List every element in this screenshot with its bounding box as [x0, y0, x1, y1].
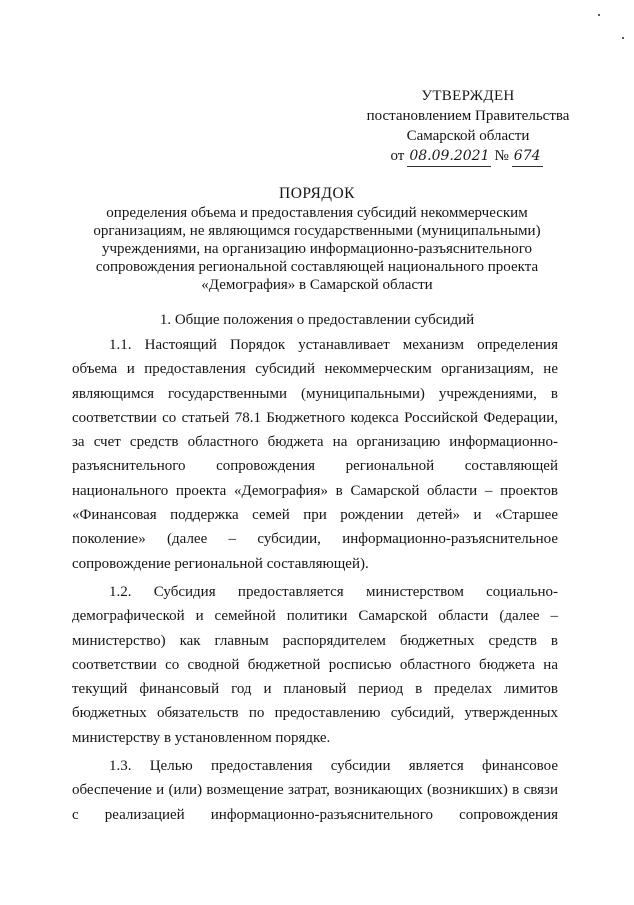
paragraph-1-1: 1.1. Настоящий Порядок устанавливает механизм определения объема и предоставления субсидий некоммерческим организациям, не являющимся государственными (муниципальными) учреждениями, в соответствии со статьей 78.1 Бюджетного кодекса Российской Федерации, за счет средств областного бюджета на организацию информационно-разъяснительного сопровождения региональной составляющей национального проекта «Демография» в Самарской области – проектов «Финансовая поддержка семей при рождении детей» и «Старшее поколение» (далее – субсидии, информационно-разъяснительное сопровождение региональной составляющей). — [72, 337, 558, 572]
scan-speck — [598, 14, 600, 16]
handwritten-date: 08.09.2021 — [407, 146, 491, 167]
approval-date-number — [362, 146, 574, 167]
approval-line-2: Самарской области — [406, 128, 530, 144]
paragraph-1-2: 1.2. Субсидия предоставляется министерством социально-демографической и семейной политики Самарской области (далее – министерство) как главным распорядителем бюджетных средств в соответствии со сводной бюджетной росписью областного бюджета на текущий финансовый год и плановый период в пределах лимитов бюджетных обязательств по предоставлению субсидий, утвержденных министерству в установленном порядке. — [72, 583, 558, 746]
subtitle-line: сопровождения региональной составляющей национального проекта — [95, 259, 539, 275]
subtitle-line: «Демография» в Самарской области — [201, 277, 433, 293]
subtitle-line: учреждениями, на организацию информационно-разъяснительного — [102, 241, 532, 257]
subtitle-line: определения объема и предоставления субсидий некоммерческим — [106, 205, 528, 221]
handwritten-number: 674 — [512, 146, 543, 167]
approval-title: УТВЕРЖДЕН — [421, 88, 515, 104]
section-title: 1. Общие положения о предоставлении субсидий — [159, 312, 475, 328]
document-heading: ПОРЯДОК — [279, 185, 355, 202]
paragraph-1-3: 1.3. Целью предоставления субсидии является финансовое обеспечение и (или) возмещение затрат, возникающих (возникших) в связи с реализацией информационно-разъяснительного сопровождения — [72, 758, 558, 823]
subtitle-line: организациям, не являющимся государственными (муниципальными) — [93, 223, 541, 239]
approval-line-1: постановлением Правительства — [366, 108, 570, 124]
number-prefix: № — [494, 148, 509, 164]
date-prefix: от — [390, 148, 405, 164]
approval-stamp-block — [362, 86, 574, 167]
document-body — [72, 333, 558, 831]
scan-speck — [622, 37, 624, 39]
document-title-block — [60, 185, 574, 294]
